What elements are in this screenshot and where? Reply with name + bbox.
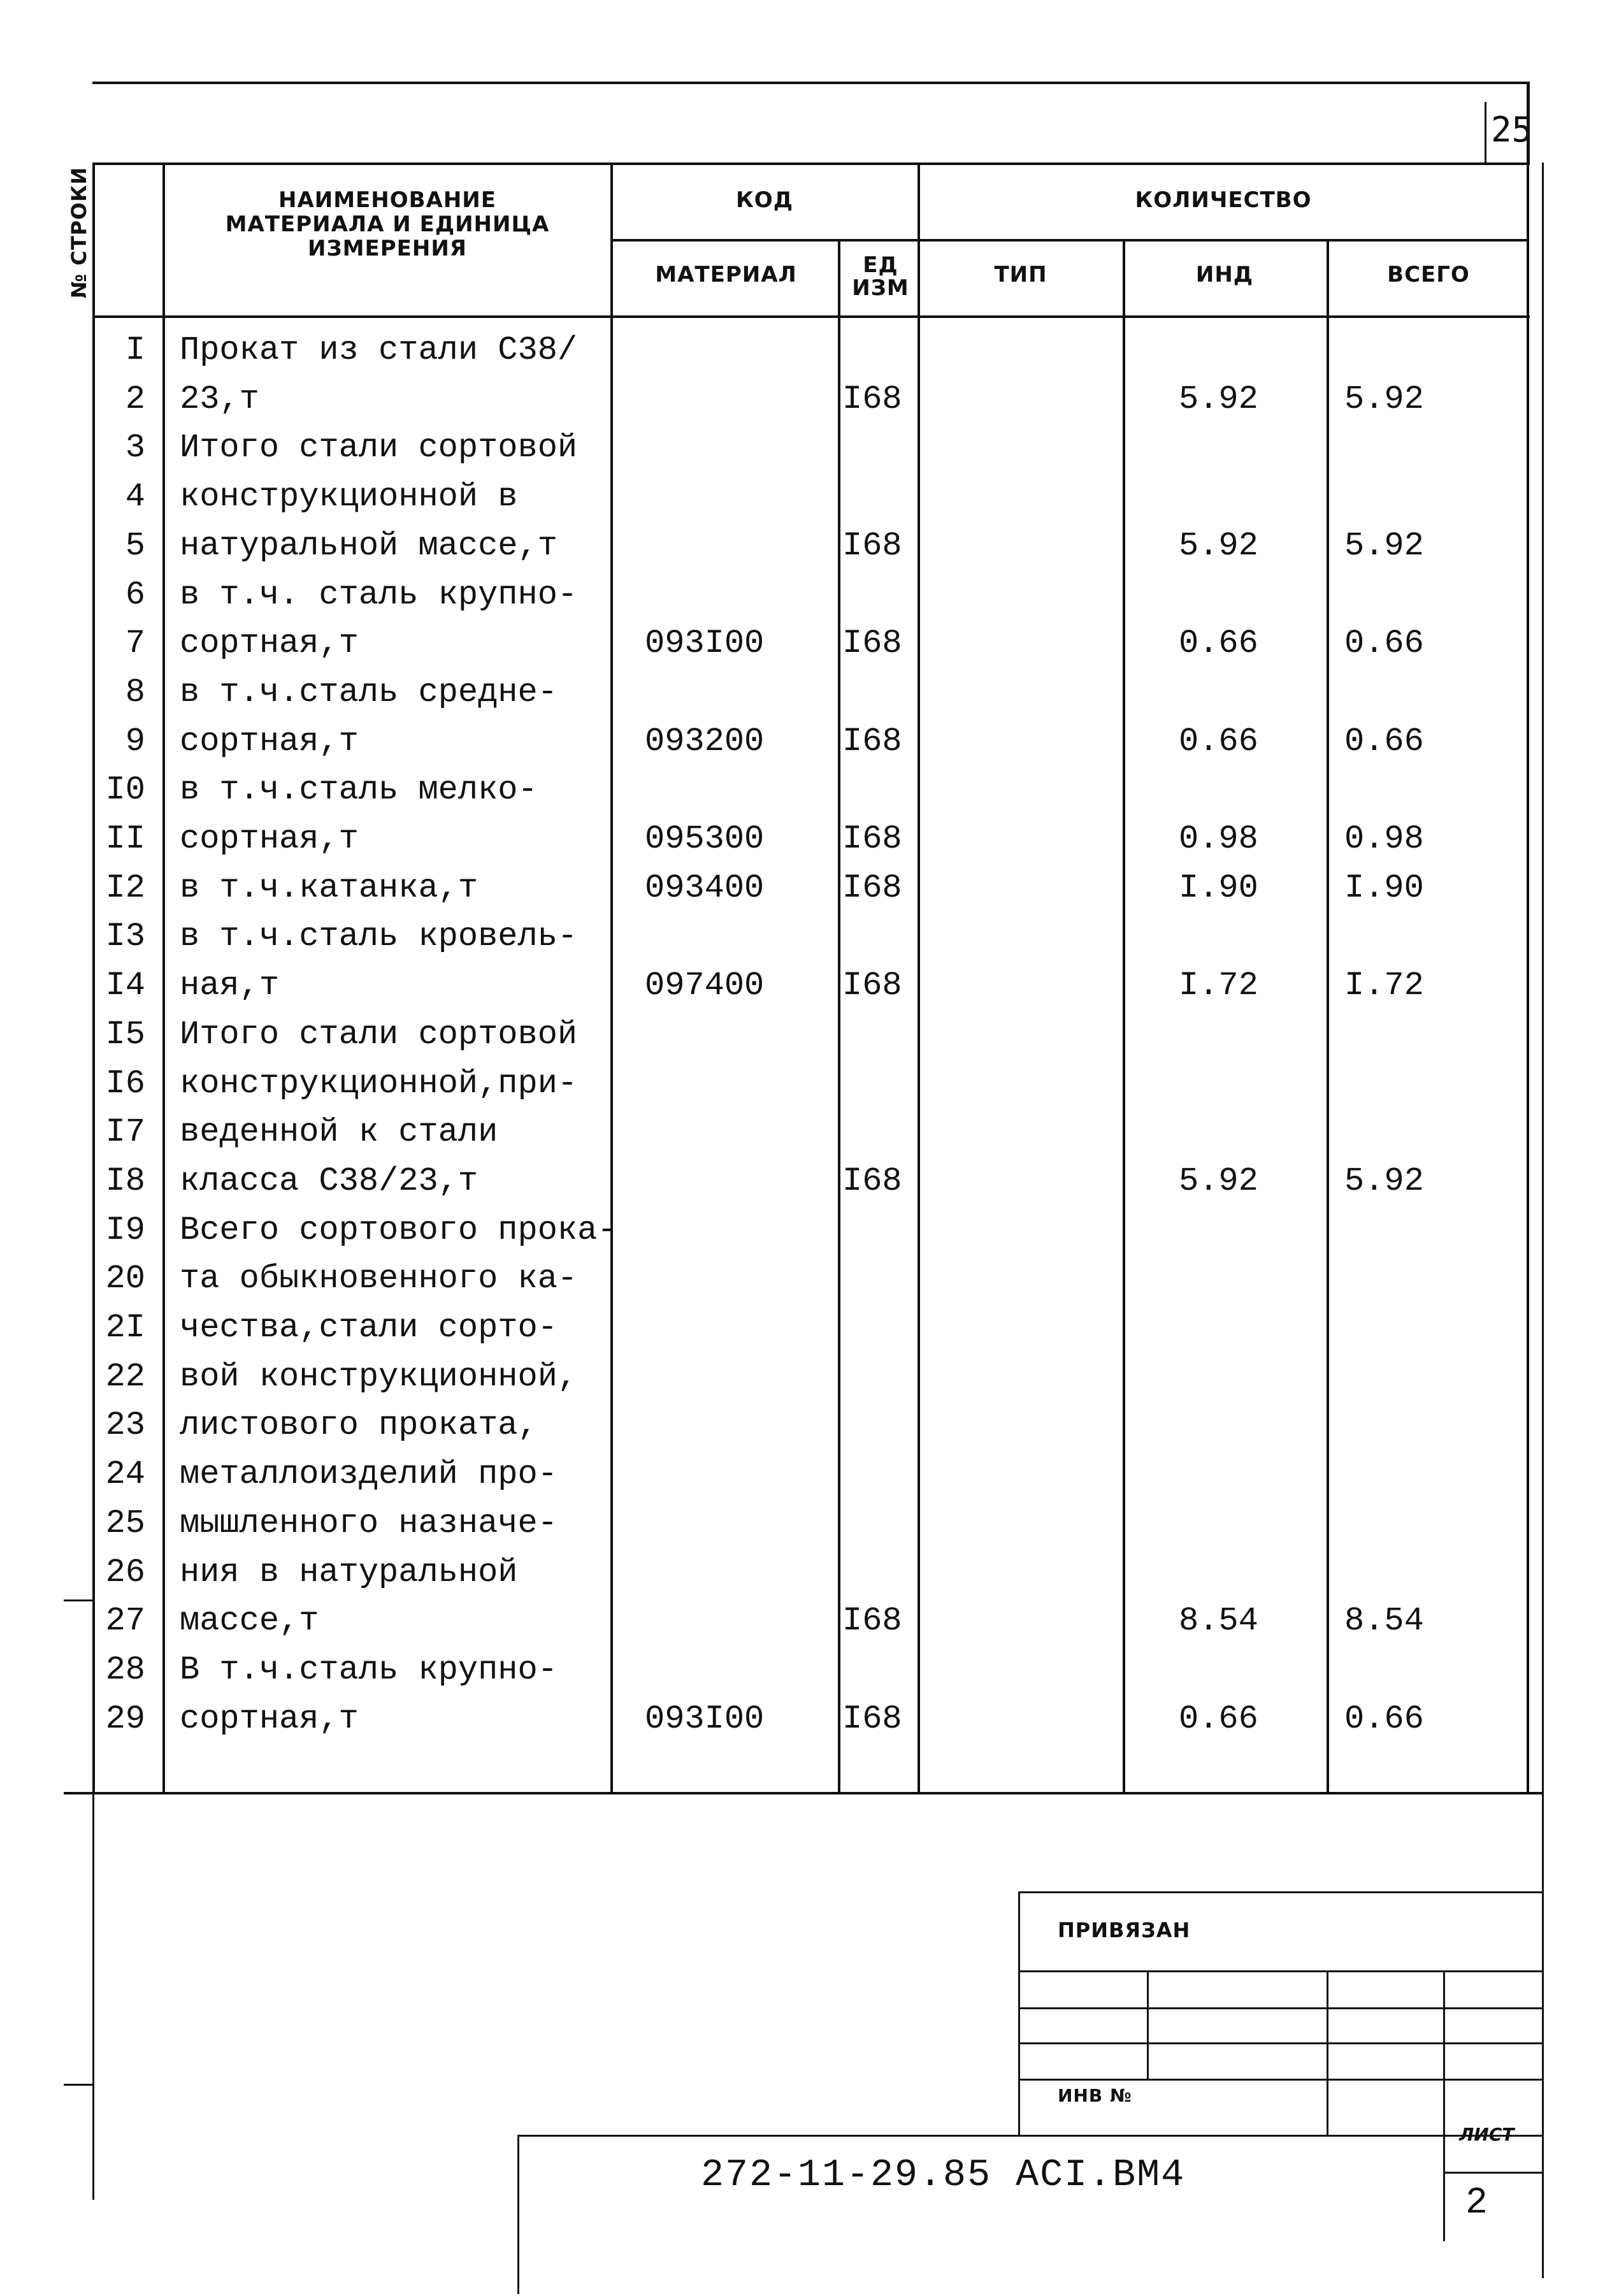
material-name: чества,стали сорто- <box>180 1309 558 1347</box>
stamp-grid-line <box>1018 1970 1542 1972</box>
ind-quantity: 5.92 <box>1179 527 1258 565</box>
document-code: 272-11-29.85 АСI.ВМ4 <box>701 2154 1186 2197</box>
outer-right-margin <box>1542 162 1544 2278</box>
stamp-grid-line <box>1018 2042 1542 2044</box>
stamp-top-line <box>1018 1891 1542 1893</box>
material-name: натуральной массе,т <box>180 527 558 565</box>
material-name: 23,т <box>180 380 259 418</box>
material-code: 095300 <box>645 820 765 858</box>
material-code: 093200 <box>645 723 765 760</box>
row-number: I <box>125 331 145 369</box>
type-header: ТИП <box>994 262 1047 287</box>
row-number: 2 <box>125 380 145 418</box>
material-name: в т.ч.сталь мелко- <box>180 771 538 809</box>
unit-code: I68 <box>842 723 902 760</box>
total-quantity: 5.92 <box>1344 1162 1424 1200</box>
col-line-6 <box>1327 239 1329 1794</box>
material-code: 093I00 <box>645 1700 765 1738</box>
row-number: 25 <box>105 1505 145 1542</box>
row-number: 22 <box>105 1358 145 1396</box>
name-header-line: ИЗМЕРЕНИЯ <box>308 236 467 261</box>
total-quantity: 5.92 <box>1344 380 1424 418</box>
row-number: I4 <box>105 967 145 1004</box>
row-number: I8 <box>105 1162 145 1200</box>
sheet-label: ЛИСТ <box>1459 2124 1515 2145</box>
ind-quantity: 0.98 <box>1179 820 1258 858</box>
stamp-grid-vline <box>1327 1970 1328 2136</box>
material-code: 093I00 <box>645 625 765 662</box>
privyazan-label: ПРИВЯЗАН <box>1058 1918 1191 1942</box>
row-number: 5 <box>125 527 145 565</box>
row-number: 20 <box>105 1260 145 1297</box>
unit-code: I68 <box>842 380 902 418</box>
material-name: Прокат из стали С38/ <box>180 331 578 369</box>
material-name: В т.ч.сталь крупно- <box>180 1651 558 1689</box>
ind-quantity: 0.66 <box>1179 723 1258 760</box>
row-number: 28 <box>105 1651 145 1689</box>
name-header-line: МАТЕРИАЛА И ЕДИНИЦА <box>225 212 550 237</box>
doc-block-left-line <box>517 2135 519 2294</box>
doc-block-top-line <box>517 2135 1542 2137</box>
stamp-left-line <box>1018 1891 1020 2137</box>
material-name: Итого стали сортовой <box>180 1016 578 1053</box>
margin-mark <box>92 1792 94 2200</box>
top-border <box>92 82 1529 84</box>
col-line-1 <box>162 162 165 1794</box>
ind-quantity: 0.66 <box>1179 1700 1258 1738</box>
code-header: КОД <box>736 187 793 213</box>
ind-quantity: 5.92 <box>1179 380 1258 418</box>
unit-code: I68 <box>842 967 902 1004</box>
col-line-4 <box>917 162 920 1794</box>
row-number: I5 <box>105 1016 145 1053</box>
col-line-3 <box>838 239 840 1794</box>
unit-code: I68 <box>842 820 902 858</box>
material-name: листового проката, <box>180 1406 538 1444</box>
material-name: ния в натуральной <box>180 1554 518 1591</box>
sheet-label-line <box>1443 2172 1542 2174</box>
row-number: I0 <box>105 771 145 809</box>
material-name: Всего сортового прока- <box>180 1211 617 1249</box>
row-number: 6 <box>125 576 145 614</box>
unit-code: I68 <box>842 1700 902 1738</box>
unit-code: I68 <box>842 625 902 662</box>
row-number: I7 <box>105 1113 145 1151</box>
material-name: массе,т <box>180 1602 319 1640</box>
unit-code: I68 <box>842 869 902 907</box>
total-quantity: 5.92 <box>1344 527 1424 565</box>
material-name: в т.ч.сталь кровель- <box>180 918 578 955</box>
ind-quantity: I.90 <box>1179 869 1258 907</box>
material-name: в т.ч. сталь крупно- <box>180 576 578 614</box>
stamp-grid-line <box>1018 2007 1542 2009</box>
table-bottom-line <box>64 1792 1542 1794</box>
row-number: 7 <box>125 625 145 662</box>
material-name: сортная,т <box>180 625 359 662</box>
row-number: 3 <box>125 429 145 466</box>
quantity-header: КОЛИЧЕСТВО <box>1135 187 1312 213</box>
material-name: класса С38/23,т <box>180 1162 479 1200</box>
row-number: 4 <box>125 478 145 516</box>
row-number: I6 <box>105 1065 145 1102</box>
name-header-line: НАИМЕНОВАНИЕ <box>278 187 496 213</box>
row-number: 9 <box>125 723 145 760</box>
inv-number-label: ИНВ № <box>1058 2085 1132 2106</box>
material-name: мышленного назначе- <box>180 1505 558 1542</box>
material-name: сортная,т <box>180 723 359 760</box>
unit-header <box>842 254 919 300</box>
ind-header: ИНД <box>1195 262 1254 287</box>
material-name: конструкционной в <box>180 478 518 516</box>
col-line-5 <box>1123 239 1125 1794</box>
material-name: в т.ч.катанка,т <box>180 869 479 907</box>
row-number: I3 <box>105 918 145 955</box>
stamp-grid-vline <box>1147 1970 1149 2079</box>
header-top-line <box>92 162 1530 165</box>
stamp-grid-line <box>1018 2079 1542 2081</box>
total-quantity: 0.66 <box>1344 723 1424 760</box>
material-name: сортная,т <box>180 820 359 858</box>
unit-code: I68 <box>842 1162 902 1200</box>
stamp-grid-vline <box>1443 1970 1445 2241</box>
total-quantity: I.72 <box>1344 967 1424 1004</box>
row-number: 29 <box>105 1700 145 1738</box>
row-number: 23 <box>105 1406 145 1444</box>
unit-code: I68 <box>842 527 902 565</box>
name-header <box>164 188 610 261</box>
total-header: ВСЕГО <box>1387 262 1470 287</box>
material-name: металлоизделий про- <box>180 1455 558 1493</box>
row-number: 24 <box>105 1455 145 1493</box>
row-number: 2I <box>105 1309 145 1347</box>
row-number: II <box>105 820 145 858</box>
material-name: Итого стали сортовой <box>180 429 578 466</box>
row-number-header: № СТРОКИ <box>67 166 91 299</box>
unit-code: I68 <box>842 1602 902 1640</box>
ind-quantity: 0.66 <box>1179 625 1258 662</box>
margin-mark <box>64 1599 92 1601</box>
total-quantity: 0.98 <box>1344 820 1424 858</box>
material-header: МАТЕРИАЛ <box>655 262 797 287</box>
unit-header-line: ЕД <box>863 252 898 278</box>
unit-header-line: ИЗМ <box>852 275 909 301</box>
header-mid-line <box>612 239 1529 242</box>
row-number: 26 <box>105 1554 145 1591</box>
material-name: та обыкновенного ка- <box>180 1260 578 1297</box>
row-number: 27 <box>105 1602 145 1640</box>
total-quantity: I.90 <box>1344 869 1424 907</box>
material-name: в т.ч.сталь средне- <box>180 674 558 711</box>
material-name: вой конструкционной, <box>180 1358 578 1396</box>
ind-quantity: I.72 <box>1179 967 1258 1004</box>
total-quantity: 8.54 <box>1344 1602 1424 1640</box>
total-quantity: 0.66 <box>1344 625 1424 662</box>
ind-quantity: 5.92 <box>1179 1162 1258 1200</box>
sheet-number: 2 <box>1465 2183 1488 2224</box>
page-box-left <box>1485 102 1486 163</box>
margin-mark <box>64 2084 92 2086</box>
material-name: сортная,т <box>180 1700 359 1738</box>
row-number: 8 <box>125 674 145 711</box>
page-number: 25 <box>1491 110 1533 150</box>
material-name: ная,т <box>180 967 280 1004</box>
material-name: веденной к стали <box>180 1113 498 1151</box>
row-number: I2 <box>105 869 145 907</box>
col-line-2 <box>610 162 613 1794</box>
material-code: 097400 <box>645 967 765 1004</box>
total-quantity: 0.66 <box>1344 1700 1424 1738</box>
material-code: 093400 <box>645 869 765 907</box>
row-number: I9 <box>105 1211 145 1249</box>
header-bottom-line <box>92 315 1530 318</box>
right-border <box>1527 162 1529 1794</box>
material-name: конструкционной,при- <box>180 1065 578 1102</box>
ind-quantity: 8.54 <box>1179 1602 1258 1640</box>
